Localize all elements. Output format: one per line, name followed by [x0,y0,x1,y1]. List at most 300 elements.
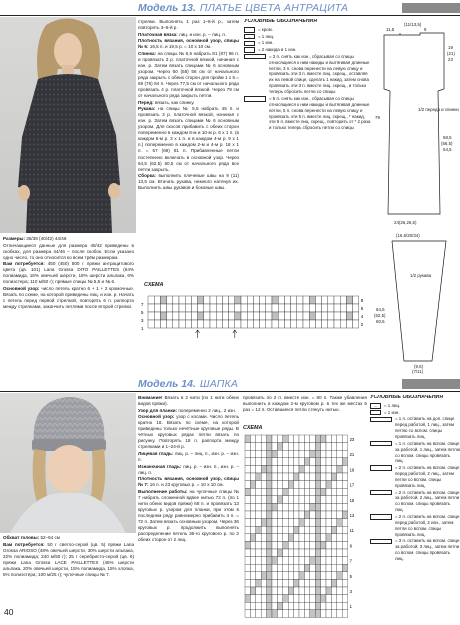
chart-cell [331,511,336,519]
chart-cell [294,481,299,489]
chart-cell [283,557,288,565]
paragraph [138,38,239,50]
chart-cell [294,572,299,580]
chart-cell [253,320,259,328]
legend-item [370,538,460,562]
chart-cell [299,602,304,610]
chart-cell [250,450,255,458]
chart-cell [315,473,320,481]
chart-cell [283,579,288,587]
chart-cell [294,435,299,443]
chart-cell [256,503,261,511]
chart-cell [284,320,290,328]
stitch-symbol-icon [244,47,255,52]
chart-cell [294,488,299,496]
model13-left-text [3,236,134,374]
legend-text: = кром. [258,26,273,32]
chart-cell [283,481,288,489]
chart-cell [315,503,320,511]
chart-cell [250,557,255,565]
chart-cell [277,549,282,557]
chart-cell [229,296,235,304]
chart-cell [260,320,266,328]
chart-cell [250,526,255,534]
paragraph [138,451,239,463]
chart-cell [304,526,309,534]
paragraph-label: Сборка: [138,173,157,179]
chart-cell [167,320,173,328]
chart-cell [331,488,336,496]
chart-cell [229,312,235,320]
chart-cell [261,534,266,542]
chart-cell [342,610,347,618]
paragraph [138,32,239,38]
chart-cell [250,435,255,443]
chart-cell [331,519,336,527]
chart-cell [283,443,288,451]
chart-cell [266,320,272,328]
model14-stitch-chart [243,425,367,623]
chart-cell [331,473,336,481]
chart-cell [315,549,320,557]
paragraph-text: попеременно 2 лиц., 2 изн. [177,407,237,413]
chart-cell [288,473,293,481]
chart-cell [288,511,293,519]
chart-cell [331,602,336,610]
paragraph-text: выполнить плечевые швы на 9 (11) 13,5 см. Втачать рукава, немного натянув их. Выполнить швы рукавов и боковые швы. [138,173,239,191]
chart-cell [331,450,336,458]
paragraph-label: Выполнение работы: [138,488,188,494]
legend-text: = 1 изн. [258,40,274,46]
chart-cell [310,435,315,443]
chart-cell [321,526,326,534]
chart-cell [277,488,282,496]
chart-cell [260,296,266,304]
chart-cell [288,503,293,511]
chart-cell [321,458,326,466]
chart-cell [328,312,334,320]
stitch-symbol-icon: – [244,34,255,39]
chart-cell [283,541,288,549]
chart-cell [167,312,173,320]
chart-cell [278,312,284,320]
chart-cell [283,496,288,504]
chart-cell [283,473,288,481]
paragraph [243,395,367,413]
legend-title: УСЛОВНЫЕ ОБОЗНАЧЕНИЯ [244,19,318,24]
chart-cell [235,312,241,320]
chart-row-number: 11 [349,528,354,534]
chart-cell [256,595,261,603]
chart-cell [148,304,154,312]
chart-cell [331,541,336,549]
chart-cell [326,541,331,549]
chart-cell [245,519,250,527]
paragraph-text: провязать по 2 п. вместе изн. = 60 п. Также убавления выполнить в каждом 2-м круговом р. в тех же местах 6 раз = 12 п. Оставшиеся петли стянуть нитью. [243,395,367,413]
chart-cell [256,519,261,527]
chart-cell [288,488,293,496]
chart-cell [277,519,282,527]
chart-cell [340,304,346,312]
chart-cell [334,312,340,320]
chart-cell [294,458,299,466]
chart-cell [326,610,331,618]
chart-cell [304,450,309,458]
chart-cell [253,304,259,312]
chart-cell [321,473,326,481]
paragraph [3,535,134,541]
chart-cell [267,473,272,481]
schema-title: СХЕМА [243,425,263,431]
chart-cell [267,557,272,565]
chart-cell [267,496,272,504]
chart-cell [299,526,304,534]
chart-cell [261,503,266,511]
paragraph-text: 450 (450) 500 г пряжи антрацитового цвета (цв. 101) Lana Grossa DITO PAILLETTES (64% полиамида, 18% овечьей шерсти, 18% шерсти альпака, 6% полиэстера; 110 м/50 г); прямые спицы № 5,5 и № 6. [3,261,134,285]
chart-cell [277,541,282,549]
chart-cell [353,304,359,312]
chart-cell [160,320,166,328]
chart-cell [283,595,288,603]
chart-cell [256,450,261,458]
chart-cell [272,564,277,572]
chart-cell [198,320,204,328]
paragraph [3,286,134,310]
legend-item [244,34,372,40]
chart-cell [315,587,320,595]
chart-cell [261,602,266,610]
chart-cell [272,511,277,519]
chart-cell [304,579,309,587]
chart-cell [342,564,347,572]
chart-cell [315,579,320,587]
chart-cell [342,587,347,595]
chart-cell [245,435,250,443]
chart-cell [148,312,154,320]
chart-cell [310,511,315,519]
chart-cell [294,541,299,549]
chart-cell [283,610,288,618]
chart-cell [315,312,321,320]
chart-cell [326,526,331,534]
stitch-symbol-icon [370,410,381,415]
chart-cell [337,549,342,557]
legend-text: = 1 п. оставить на вспом. спице за работой, 1 лиц., затем петлю со вспом. спицы провязать лиц. [395,440,460,464]
chart-cell [179,320,185,328]
chart-cell [272,534,277,542]
chart-cell [321,572,326,580]
chart-cell [303,312,309,320]
chart-cell [283,602,288,610]
paragraph-text: вязать, как спинку. [153,99,195,105]
chart-cell [222,312,228,320]
front-top-width-2: 11,5 [386,27,395,32]
model14-legend [370,395,460,623]
model13-header [0,0,460,16]
chart-cell [326,579,331,587]
chart-cell [326,602,331,610]
chart-cell [303,304,309,312]
paragraph-label: Вам потребуется: [3,261,45,267]
chart-cell [250,481,255,489]
chart-cell [283,549,288,557]
legend-item [370,403,460,409]
paragraph-label: Размеры: [3,236,25,241]
legend-text: = 2 п. оставить на вспом. спице перед работой, 2 лиц., затем петли со вспом. спицы провязать лиц. [395,465,460,488]
chart-cell [309,320,315,328]
paragraph-label: Перед: [138,99,154,105]
chart-cell [216,312,222,320]
paragraph-label: Лицевая гладь: [138,450,174,456]
legend-text: = 5 п. снять как изн., сбрасывая со спицы относящиеся к ним накиды и вытягивая длинные петли, 5 п. снова перенести на левую спицу и провязать эти 5 п. вместе лиц. скрещ., * накид, эти 5 п. вместе лиц. скрещ., повторить от * 2 раза и только теперь сбросить петли со спицы [269,95,371,131]
legend-text: = 2 п. оставить на вспом. спице за работой, 2 лиц., затем петли со вспом. спицы провязать лиц. [395,489,460,513]
paragraph [138,100,239,106]
chart-cell [294,465,299,473]
chart-cell [299,541,304,549]
chart-cell [173,320,179,328]
chart-cell [342,511,347,519]
chart-cell [309,304,315,312]
chart-cell [342,503,347,511]
chart-cell [321,488,326,496]
chart-cell [337,481,342,489]
chart-cell [337,450,342,458]
stitch-symbol-icon [244,54,266,59]
chart-cell [326,450,331,458]
chart-cell [331,465,336,473]
chart-cell [266,304,272,312]
chart-cell [342,595,347,603]
chart-cell [256,610,261,618]
chart-cell [331,610,336,618]
chart-cell [272,465,277,473]
legend-item [244,96,372,131]
paragraph [138,106,239,173]
chart-cell [299,557,304,565]
paragraph [138,395,239,407]
chart-cell [288,526,293,534]
chart-cell [267,450,272,458]
chart-cell [277,503,282,511]
chart-cell [256,564,261,572]
chart-cell [210,312,216,320]
front-top-width-3: 9 [424,27,427,32]
model14-number: Модель 14. [138,377,196,390]
chart-cell [267,443,272,451]
chart-cell [342,488,347,496]
legend-item [370,410,460,416]
chart-cell [256,579,261,587]
legend-item [244,27,372,33]
chart-cell [250,519,255,527]
paragraph-label: Вам потребуется: [3,541,45,547]
chart-cell [283,587,288,595]
chart-cell [288,458,293,466]
chart-cell [326,511,331,519]
front-side-3: 23 [448,57,453,62]
chart-cell [315,526,320,534]
chart-cell [245,488,250,496]
chart-cell [247,296,253,304]
chart-cell [267,595,272,603]
chart-cell [310,557,315,565]
chart-cell [342,443,347,451]
legend-item [370,465,460,489]
chart-cell [304,519,309,527]
chart-row-number: 3 [141,318,144,323]
chart-cell [342,435,347,443]
repeat-arrow-icon [196,330,200,338]
chart-cell [326,488,331,496]
chart-cell [294,450,299,458]
chart-cell [261,572,266,580]
chart-cell [297,312,303,320]
chart-cell [337,587,342,595]
chart-cell [326,534,331,542]
chart-cell [284,296,290,304]
chart-cell [261,579,266,587]
sleeve-length-1: 64,5 [376,307,385,312]
chart-cell [283,519,288,527]
chart-cell [222,304,228,312]
chart-cell [310,503,315,511]
model14-mid-text [138,395,239,623]
legend-text: = 1 п. оставить на доп. спице перед работой, 1 лиц., затем петлю со вспом. спицы провязать лиц. [395,416,455,440]
legend-item [244,47,372,53]
chart-cell [299,458,304,466]
legend-item [244,54,372,95]
chart-cell [210,296,216,304]
chart-cell [277,602,282,610]
chart-cell [283,534,288,542]
chart-cell [337,526,342,534]
chart-cell [261,458,266,466]
chart-cell [250,443,255,451]
legend-text: = 1 изн. [384,409,400,415]
chart-cell [250,488,255,496]
chart-cell [245,579,250,587]
chart-cell [185,296,191,304]
chart-cell [241,320,247,328]
chart-cell [304,595,309,603]
chart-cell [294,549,299,557]
model13-photo [0,17,136,233]
chart-cell [288,549,293,557]
chart-cell [331,587,336,595]
chart-cell [267,610,272,618]
chart-cell [340,320,346,328]
chart-cell [235,304,241,312]
chart-cell [167,296,173,304]
chart-cell [256,458,261,466]
chart-cell [256,443,261,451]
chart-cell [247,320,253,328]
chart-cell [191,312,197,320]
chart-cell [154,304,160,312]
chart-cell [272,602,277,610]
chart-cell [315,519,320,527]
front-label: 1/2 переда и спинки [418,107,459,112]
chart-cell [326,465,331,473]
chart-cell [304,458,309,466]
chart-cell [299,610,304,618]
chart-row-number: 4 [360,314,364,319]
chart-cell [304,572,309,580]
chart-cell [337,465,342,473]
chart-cell [297,304,303,312]
stitch-symbol-icon [370,465,392,470]
front-side-1: 19 [448,45,453,50]
chart-cell [337,610,342,618]
chart-cell [288,534,293,542]
chart-cell [315,458,320,466]
chart-cell [304,557,309,565]
paragraph-label: Основной узор: [3,285,40,291]
paragraph [3,542,134,578]
chart-row-number: 5 [349,573,352,579]
chart-cell [154,320,160,328]
schema-title: СХЕМА [144,282,164,288]
chart-cell [261,549,266,557]
chart-cell [331,435,336,443]
chart-cell [250,473,255,481]
chart-cell [267,549,272,557]
chart-cell [245,564,250,572]
chart-cell [256,549,261,557]
chart-cell [310,465,315,473]
chart-cell [261,587,266,595]
chart-cell [315,572,320,580]
chart-cell [337,572,342,580]
chart-cell [346,296,352,304]
chart-cell [321,587,326,595]
chart-cell [337,496,342,504]
chart-cell [310,481,315,489]
chart-cell [179,312,185,320]
chart-cell [277,595,282,603]
chart-cell [331,496,336,504]
chart-cell [294,595,299,603]
paragraph-text: лиц. р. – лиц. п., изн. р. – изн. п. [138,450,239,462]
chart-cell [288,496,293,504]
chart-cell [337,595,342,603]
chart-cell [250,595,255,603]
chart-cell [294,443,299,451]
chart-cell [277,557,282,565]
chart-cell [310,496,315,504]
paragraph [138,489,239,543]
chart-cell [272,610,277,618]
chart-cell [315,435,320,443]
chart-cell [272,572,277,580]
stitch-symbol-icon [370,514,392,519]
chart-cell [245,511,250,519]
chart-cell [245,481,250,489]
chart-cell [204,312,210,320]
chart-cell [346,304,352,312]
chart-cell [331,443,336,451]
chart-cell [331,564,336,572]
paragraph [138,408,239,414]
chart-cell [173,296,179,304]
chart-cell [294,503,299,511]
chart-cell [267,564,272,572]
chart-row-number: 3 [349,589,352,594]
chart-cell [315,443,320,451]
chart-row-number: 15 [349,497,355,503]
sleeve-length-2: (62,5) [374,313,386,318]
chart-cell [272,503,277,511]
